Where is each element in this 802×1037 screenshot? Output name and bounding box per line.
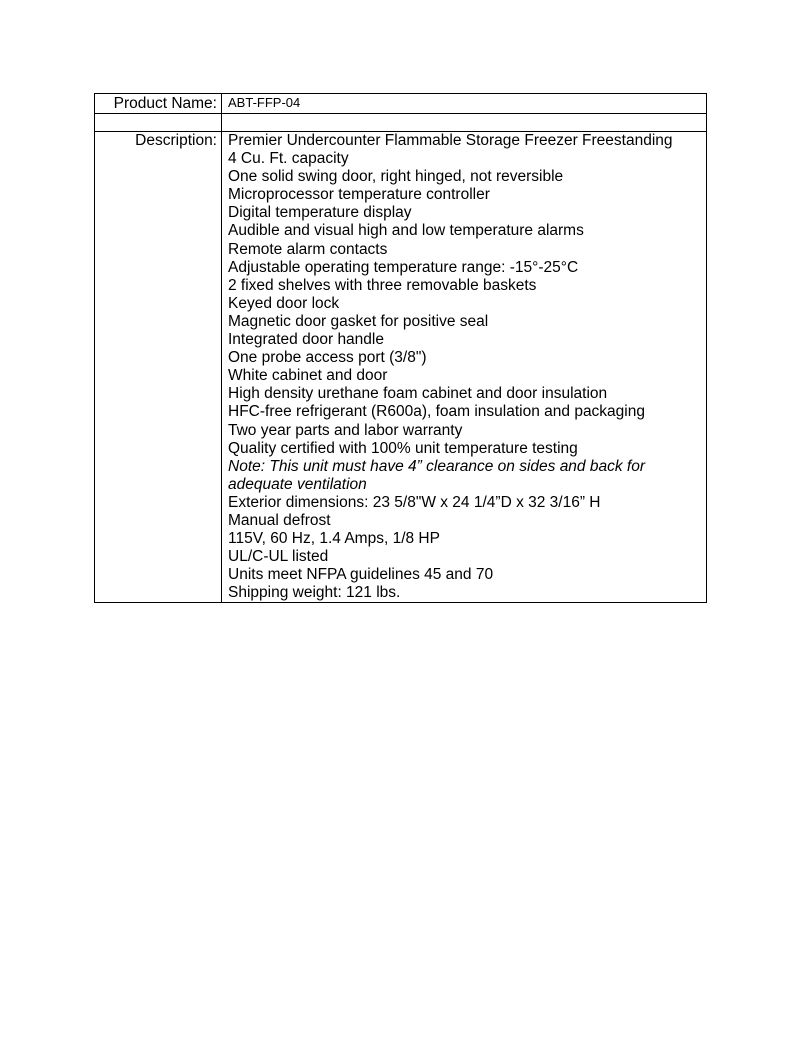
- description-line: 115V, 60 Hz, 1.4 Amps, 1/8 HP: [228, 530, 440, 548]
- description-line: Remote alarm contacts: [228, 240, 388, 258]
- product-spec-table: [94, 93, 707, 603]
- description-line: Digital temperature display: [228, 204, 412, 222]
- description-line: Units meet NFPA guidelines 45 and 70: [228, 566, 494, 584]
- blank-row: [95, 114, 707, 132]
- product-name-value: ABT-FFP-04: [222, 94, 707, 114]
- description-line: HFC-free refrigerant (R600a), foam insulation and packaging: [228, 403, 645, 421]
- description-line: Exterior dimensions: 23 5/8"W x 24 1/4”D x 32 3/16” H: [228, 493, 601, 511]
- description-label: Description:: [95, 132, 222, 603]
- description-line: 2 fixed shelves with three removable baskets: [228, 276, 537, 294]
- description-row: [95, 132, 707, 603]
- description-line: UL/C-UL listed: [228, 548, 329, 566]
- description-line: Premier Undercounter Flammable Storage Freezer Freestanding: [228, 132, 673, 149]
- description-line: Quality certified with 100% unit temperature testing: [228, 439, 578, 457]
- description-list-after-note: [228, 494, 706, 603]
- description-list: [228, 132, 706, 458]
- blank-label-cell: [95, 114, 222, 132]
- description-value: [222, 132, 707, 603]
- description-line: Manual defrost: [228, 511, 331, 529]
- description-line: White cabinet and door: [228, 367, 388, 385]
- blank-value-cell: [222, 114, 707, 132]
- product-name-label: Product Name:: [95, 94, 222, 114]
- ventilation-note: Note: This unit must have 4” clearance on sides and back for adequate ventilation: [228, 457, 645, 493]
- description-line: One solid swing door, right hinged, not reversible: [228, 168, 564, 186]
- description-line: Keyed door lock: [228, 294, 340, 312]
- description-line: Integrated door handle: [228, 331, 384, 349]
- description-line: 4 Cu. Ft. capacity: [228, 150, 349, 168]
- description-line: Audible and visual high and low temperature alarms: [228, 222, 584, 240]
- product-name-row: [95, 94, 707, 114]
- description-line: Magnetic door gasket for positive seal: [228, 312, 489, 330]
- description-line: One probe access port (3/8"): [228, 349, 427, 367]
- description-line: Microprocessor temperature controller: [228, 186, 490, 204]
- description-line: Shipping weight: 121 lbs.: [228, 584, 401, 602]
- description-line: Adjustable operating temperature range: -15°-25°C: [228, 258, 579, 276]
- description-line: High density urethane foam cabinet and door insulation: [228, 385, 608, 403]
- description-line: Two year parts and labor warranty: [228, 421, 463, 439]
